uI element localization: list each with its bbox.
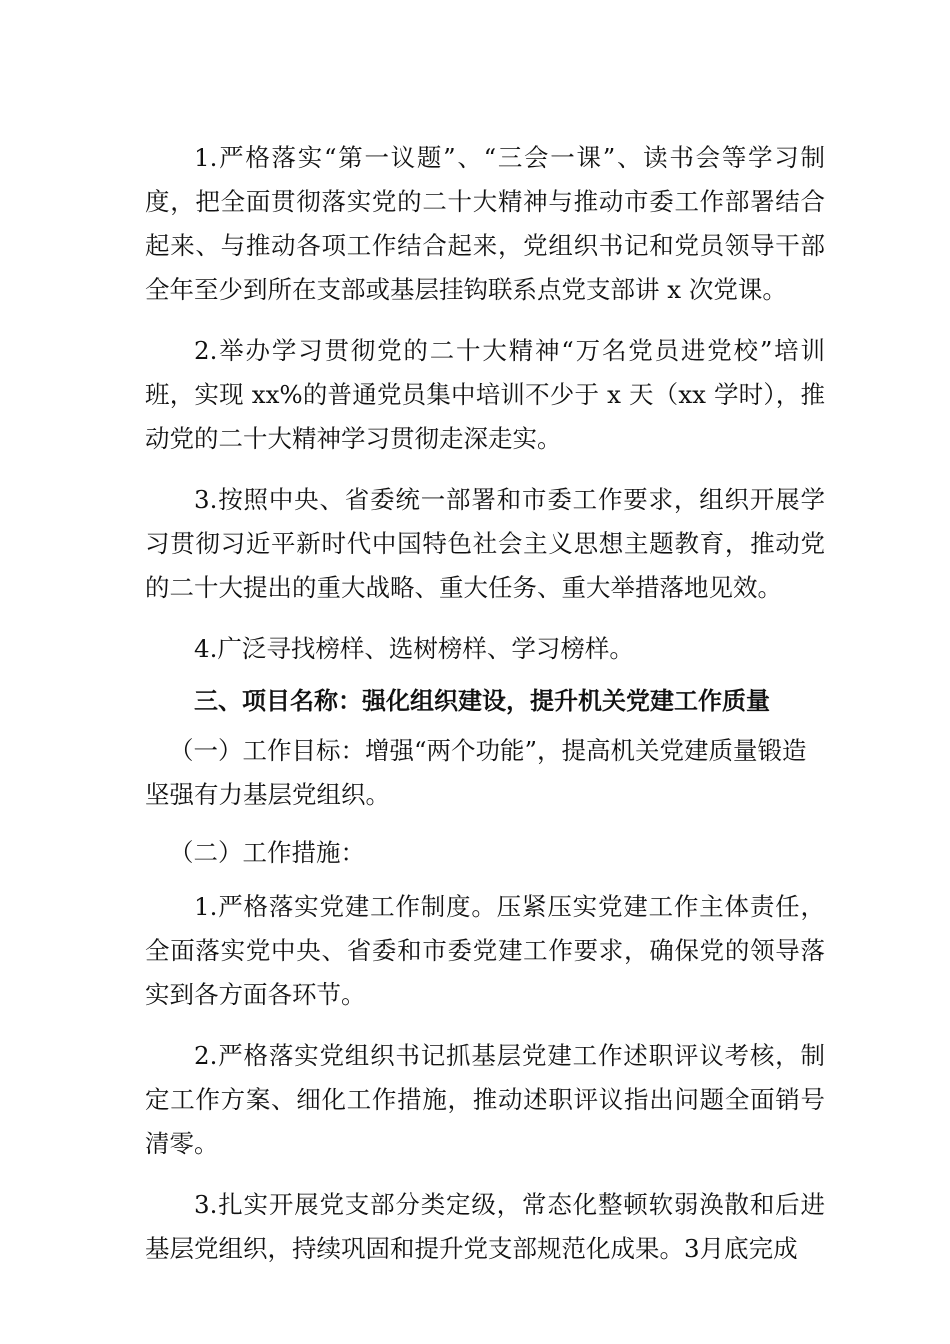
section-heading: 三、项目名称：强化组织建设，提升机关党建工作质量 bbox=[194, 687, 770, 715]
paragraph-2: 2.举办学习贯彻党的二十大精神“万名党员进党校”培训班，实现 xx%的普通党员集中培训不少于 x 天（xx 学时），推动党的二十大精神学习贯彻走深走实。 bbox=[145, 336, 825, 453]
measure-3: 3.扎实开展党支部分类定级，常态化整顿软弱涣散和后进基层党组织，持续巩固和提升党支部规范化成果。3月底完成 bbox=[145, 1190, 825, 1263]
paragraph-4: 4.广泛寻找榜样、选树榜样、学习榜样。 bbox=[194, 634, 634, 663]
measures-heading: （二）工作措施： bbox=[169, 838, 365, 867]
work-goal: （一）工作目标：增强“两个功能”，提高机关党建质量锻造坚强有力基层党组织。 bbox=[145, 736, 807, 809]
paragraph-1: 1.严格落实“第一议题”、“三会一课”、读书会等学习制度，把全面贯彻落实党的二十大精神与推动市委工作部署结合起来、与推动各项工作结合起来，党组织书记和党员领导干部全年至少到所在支部或基层挂钩联系点党支部讲 x 次党课。 bbox=[145, 143, 825, 304]
paragraph-3: 3.按照中央、省委统一部署和市委工作要求，组织开展学习贯彻习近平新时代中国特色社会主义思想主题教育，推动党的二十大提出的重大战略、重大任务、重大举措落地见效。 bbox=[145, 485, 825, 602]
measure-1: 1.严格落实党建工作制度。压紧压实党建工作主体责任，全面落实党中央、省委和市委党建工作要求，确保党的领导落实到各方面各环节。 bbox=[145, 892, 825, 1009]
measure-2: 2.严格落实党组织书记抓基层党建工作述职评议考核，制定工作方案、细化工作措施，推动述职评议指出问题全面销号清零。 bbox=[145, 1041, 825, 1158]
document-body bbox=[145, 136, 825, 1288]
